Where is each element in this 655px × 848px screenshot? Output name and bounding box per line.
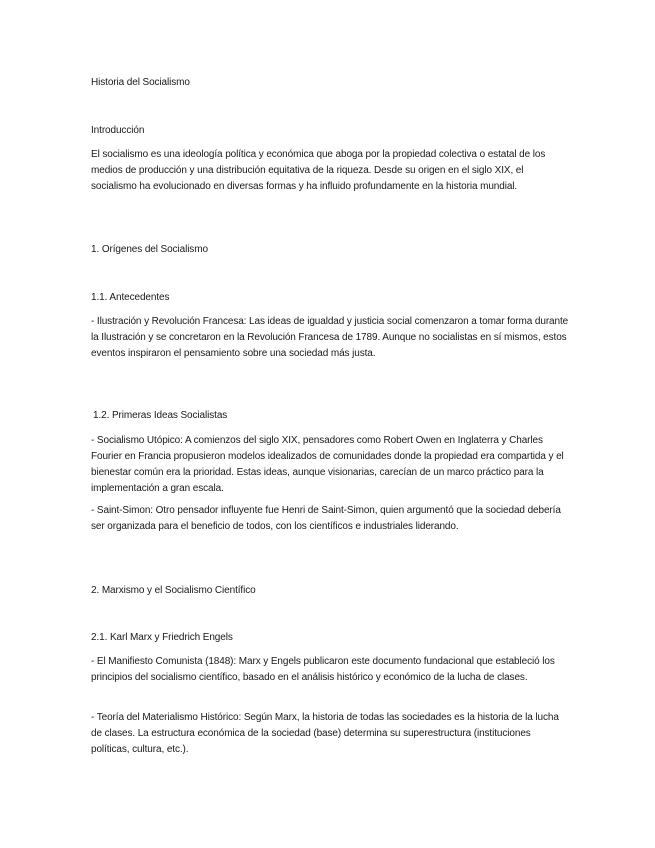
section2-1-paragraph-2: - Teoría del Materialismo Histórico: Según Marx, la historia de todas las sociedades es la historia de la lucha de clases. La estructura económica de la sociedad (base) determina su superestructura (instituciones políticas, cultura, etc.). [91,712,559,755]
section1-heading: 1. Orígenes del Socialismo [91,244,208,255]
section1-2-paragraph-1: - Socialismo Utópico: A comienzos del siglo XIX, pensadores como Robert Owen en Inglaterra y Charles Fourier en Francia propusieron modelos idealizados de comunidades donde la propiedad era compartida y el bienestar común era la prioridad. Estas ideas, aunque visionarias, carecían de un marco práctico para la implementación a gran escala. [91,435,564,494]
section2-1-paragraph-1: - El Manifiesto Comunista (1848): Marx y Engels publicaron este documento fundacional que estableció los principios del socialismo científico, basado en el análisis histórico y económico de la lucha de clases. [91,656,555,683]
section1-1-paragraph: - Ilustración y Revolución Francesa: Las ideas de igualdad y justicia social comenzaron a tomar forma durante la Ilustración y se concretaron en la Revolución Francesa de 1789. Aunque no socialistas en sí mismos, estos eventos inspiraron el pensamiento sobre una sociedad más justa. [91,316,569,359]
document-title: Historia del Socialismo [91,77,190,88]
intro-paragraph: El socialismo es una ideología política y económica que aboga por la propiedad colectiva o estatal de los medios de producción y una distribución equitativa de la riqueza. Desde su origen en el siglo XIX, el socialismo ha evolucionado en diversas formas y ha influido profundamente en la historia mundial. [91,149,546,192]
section2-heading: 2. Marxismo y el Socialismo Científico [91,585,256,596]
section1-2-paragraph-2: - Saint-Simon: Otro pensador influyente fue Henri de Saint-Simon, quien argumentó que la sociedad debería ser organizada para el beneficio de todos, con los científicos e industriales liderando. [91,505,561,532]
section2-1-heading: 2.1. Karl Marx y Friedrich Engels [91,632,233,643]
section1-1-heading: 1.1. Antecedentes [91,292,170,303]
intro-heading: Introducción [91,125,145,136]
section1-2-heading: 1.2. Primeras Ideas Socialistas [93,410,228,421]
